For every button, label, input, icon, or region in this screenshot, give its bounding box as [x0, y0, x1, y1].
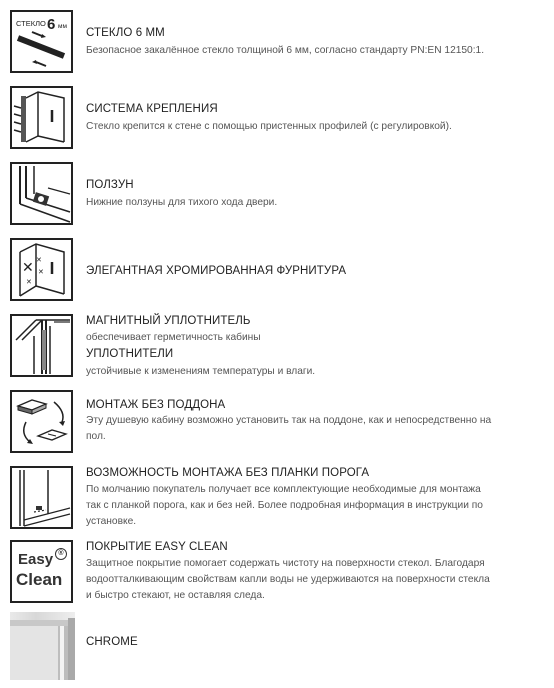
feature-desc-line: так с планкой порога, как и без ней. Более подробная информация в инструкции по	[86, 500, 483, 511]
feature-title: ЭЛЕГАНТНАЯ ХРОМИРОВАННАЯ ФУРНИТУРА	[86, 265, 347, 277]
feature-desc-line: По молчанию покупатель получает все комплектующие необходимые для монтажа	[86, 484, 481, 495]
feature-subtitle: УПЛОТНИТЕЛИ	[86, 348, 174, 360]
chrome-profile-thumbnail	[10, 612, 75, 680]
glass-icon-value: 6	[47, 16, 56, 33]
slider-icon	[10, 162, 73, 225]
feature-desc-line: обеспечивает герметичность кабины	[86, 332, 261, 343]
magnetic-seal-icon	[10, 314, 73, 377]
feature-desc-line: Нижние ползуны для тихого хода двери.	[86, 197, 278, 208]
easy-clean-word1: Easy	[18, 551, 54, 568]
svg-text:✕: ✕	[36, 256, 42, 264]
feature-desc-line: Эту душевую кабину возможно установить так на поддоне, как и непосредственно на	[86, 415, 492, 426]
glass-thickness-icon	[10, 10, 73, 73]
feature-desc-line: пол.	[86, 431, 106, 442]
feature-desc-line: установке.	[86, 516, 137, 527]
feature-title: МАГНИТНЫЙ УПЛОТНИТЕЛЬ	[86, 315, 251, 327]
no-threshold-icon	[10, 466, 73, 529]
feature-title: CHROME	[86, 636, 138, 648]
feature-title: ПОКРЫТИЕ EASY CLEAN	[86, 541, 228, 553]
feature-title: МОНТАЖ БЕЗ ПОДДОНА	[86, 399, 226, 411]
glass-icon-label: СТЕКЛО	[16, 19, 46, 28]
svg-text:✕: ✕	[26, 278, 32, 286]
feature-desc-line: устойчивые к изменениям температуры и влаги.	[86, 366, 316, 377]
no-tray-mounting-icon	[10, 390, 73, 453]
easy-clean-icon	[10, 540, 73, 603]
feature-desc-line: Защитное покрытие помогает содержать чистоту на поверхности стекол. Благодаря	[86, 558, 485, 569]
feature-title: ПОЛЗУН	[86, 179, 134, 191]
feature-title: СТЕКЛО 6 ММ	[86, 27, 165, 39]
feature-title: ВОЗМОЖНОСТЬ МОНТАЖА БЕЗ ПЛАНКИ ПОРОГА	[86, 467, 370, 479]
feature-title: СИСТЕМА КРЕПЛЕНИЯ	[86, 103, 218, 115]
easy-clean-word2: Clean	[16, 570, 63, 589]
svg-text:✕: ✕	[38, 268, 44, 276]
feature-desc-line: водоотталкивающим свойствам капли воды не удерживаются на поверхности стекла	[86, 574, 490, 585]
feature-desc-line: и быстро стекают, не оставляя следа.	[86, 590, 265, 601]
glass-icon-unit: мм	[58, 23, 67, 30]
feature-desc-line: Стекло крепится к стене с помощью пристенных профилей (с регулировкой).	[86, 121, 452, 132]
registered-mark: ®	[55, 548, 67, 560]
feature-desc-line: Безопасное закалённое стекло толщиной 6 мм, согласно стандарту PN:EN 12150:1.	[86, 45, 485, 56]
svg-text:✕: ✕	[22, 260, 34, 276]
chrome-fittings-icon	[10, 238, 73, 301]
mounting-system-icon	[10, 86, 73, 149]
